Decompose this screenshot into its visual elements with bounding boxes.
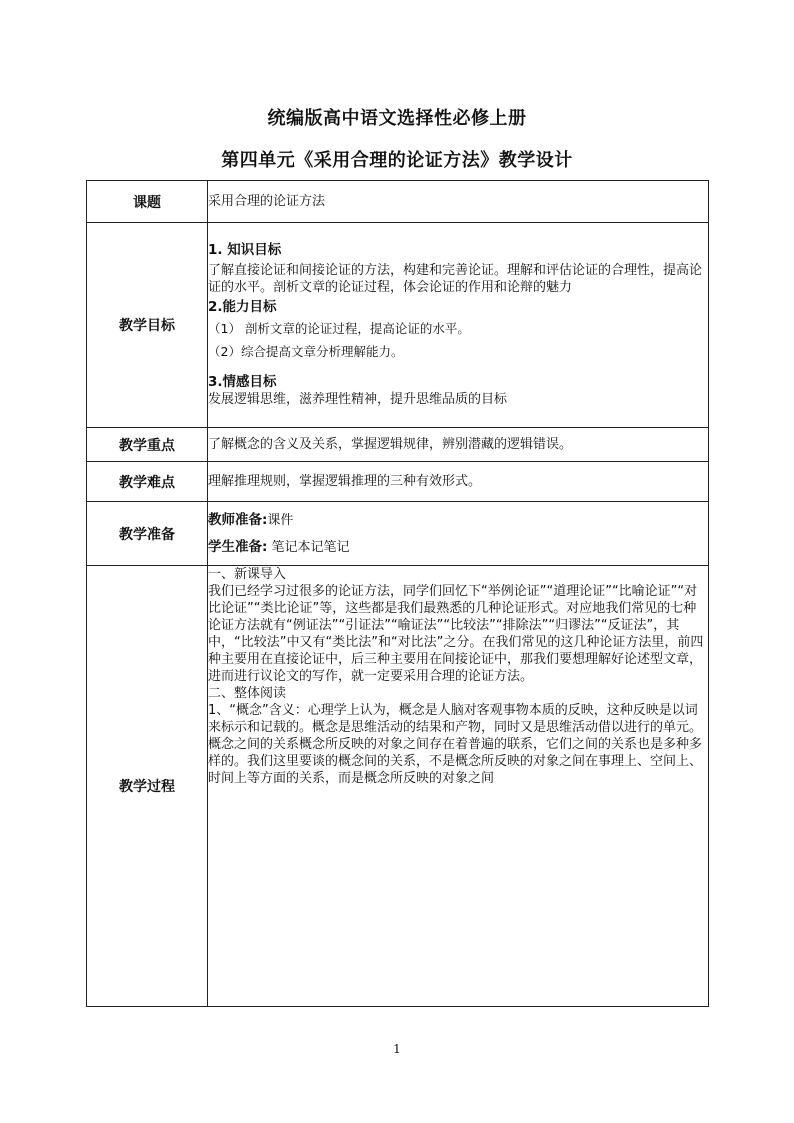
value-topic: 采用合理的论证方法 bbox=[208, 181, 709, 223]
ability-item-1: （1） 剖析文章的论证过程，提高论证的水平。 bbox=[208, 321, 470, 336]
knowledge-text: 了解直接论证和间接论证的方法，构建和完善论证。理解和评估论证的合理性，提高论证的水平。剖析文章的论证过程，体会论证的作用和论辩的魅力 bbox=[208, 263, 703, 295]
ability-item-2: （2）综合提高文章分析理解能力。 bbox=[208, 344, 404, 359]
emotion-text: 发展逻辑思维，滋养理性精神，提升思维品质的目标 bbox=[208, 392, 508, 407]
process-section-1-text: 我们已经学习过很多的论证方法，同学们回忆下“举例论证”“道理论证”“比喻论证”“对比论证”“类比论证”等，这些都是我们最熟悉的几种论证形式。对应地我们常见的七种论证方法就有“例证法”“引证法”“喻证法”“比较法”“排除法”“归谬法”“反证法”，其中，“比较法”中又有“类比法”和“对比法”之分。在我们常见的这几种论证方法里，前四种主要用在直接论证中，后三种主要用在间接论证中，那我们要想理解好论述型文章，进而进行议论文的写作，就一定要采用合理的论证方法。 bbox=[208, 584, 704, 684]
label-goals: 教学目标 bbox=[87, 223, 208, 428]
emotion-heading: 3.情感目标 bbox=[208, 374, 277, 390]
value-key-points: 了解概念的含义及关系，掌握逻辑规律，辨别潜藏的逻辑错误。 bbox=[208, 428, 709, 462]
process-section-2-title: 二、整体阅读 bbox=[208, 686, 287, 701]
process-section-1-title: 一、新课导入 bbox=[208, 567, 287, 582]
value-process bbox=[208, 566, 709, 1007]
document-title: 统编版高中语文选择性必修上册 bbox=[267, 108, 527, 129]
row-goals bbox=[87, 223, 709, 428]
value-difficulties: 理解推理规则，掌握逻辑推理的三种有效形式。 bbox=[208, 462, 709, 502]
label-process: 教学过程 bbox=[87, 566, 208, 1007]
student-prep-label: 学生准备: bbox=[208, 538, 268, 555]
label-key-points: 教学重点 bbox=[87, 428, 208, 462]
label-preparation: 教学准备 bbox=[87, 502, 208, 566]
row-key-points bbox=[87, 428, 709, 462]
row-difficulties bbox=[87, 462, 709, 502]
row-topic bbox=[87, 181, 709, 223]
process-section-2-text: 1、“概念”含义：心理学上认为，概念是人脑对客观事物本质的反映，这种反映是以词来标示和记载的。概念是思维活动的结果和产物，同时又是思维活动借以进行的单元。概念之间的关系概念所反映的对象之间存在着普遍的联系，它们之间的关系也是多种多样的。我们这里要谈的概念间的关系，不是概念所反映的对象之间在事理上、空间上、时间上等方面的关系，而是概念所反映的对象之间 bbox=[208, 703, 703, 786]
student-prep-value: 笔记本记笔记 bbox=[267, 539, 350, 555]
value-preparation bbox=[208, 502, 709, 566]
label-topic: 课题 bbox=[87, 181, 208, 223]
ability-heading: 2.能力目标 bbox=[208, 299, 277, 315]
document-subtitle: 第四单元《采用合理的论证方法》教学设计 bbox=[221, 150, 573, 171]
row-preparation bbox=[87, 502, 709, 566]
value-goals bbox=[208, 223, 709, 428]
label-difficulties: 教学难点 bbox=[87, 462, 208, 502]
knowledge-heading: 1. 知识目标 bbox=[208, 242, 282, 258]
lesson-plan-table bbox=[86, 180, 709, 1007]
teacher-prep-label: 教师准备: bbox=[208, 511, 268, 528]
teacher-prep-value: 课件 bbox=[267, 512, 294, 528]
row-process bbox=[87, 566, 709, 1007]
page-number: 1 bbox=[393, 1042, 401, 1056]
